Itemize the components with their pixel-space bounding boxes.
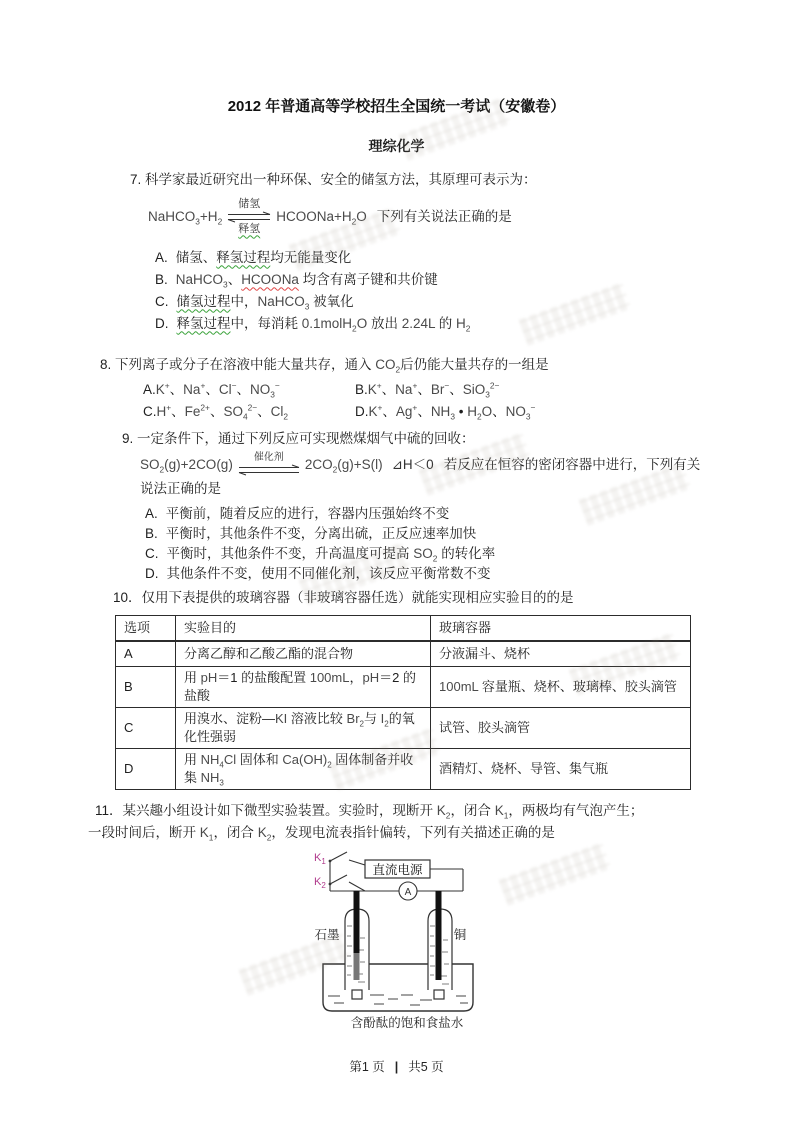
q7-option-c bbox=[155, 291, 793, 313]
copper-label: 铜 bbox=[453, 927, 467, 942]
equilibrium-arrows bbox=[226, 199, 272, 235]
diagram-caption: 含酚酞的饱和食盐水 bbox=[350, 1015, 464, 1030]
q9-option-a bbox=[145, 504, 793, 524]
option-letter: D. bbox=[145, 566, 159, 582]
option-text: 其他条件不变，使用不同催化剂，该反应平衡常数不变 bbox=[166, 566, 491, 582]
option-text: 平衡前，随着反应的进行，容器内压强始终不变 bbox=[165, 506, 450, 522]
option-letter: B. bbox=[145, 526, 158, 542]
option-text: 平衡时，其他条件不变，升高温度可提高 $SO_2$ 的转化率 bbox=[166, 546, 496, 564]
q7-equation bbox=[148, 199, 793, 235]
q11-stem-line2: 一段时间后，断开 $K_1$，闭合 $K_2$，发现电流表指针偏转，下列有关描述正确的是 bbox=[88, 824, 555, 843]
q11-stem-line1: 11．某兴趣小组设计如下微型实验装置。实验时，现断开 $K_2$，闭合 $K_1$，两极均有气泡产生； bbox=[95, 802, 644, 821]
cell-purpose: 分离乙醇和乙酸乙酯的混合物 bbox=[176, 641, 431, 666]
equilibrium-arrow-icon bbox=[226, 211, 272, 223]
option-letter: A. bbox=[143, 382, 156, 398]
liquid-surface-marks bbox=[328, 995, 468, 1005]
q9-stem: 9. 一定条件下，通过下列反应可实现燃煤烟气中硫的回收： bbox=[122, 431, 475, 447]
q7-option-b bbox=[155, 269, 793, 291]
cell-option: B bbox=[116, 666, 176, 707]
q8-stem: 8. 下列离子或分子在溶液中能大量共存，通入 $CO_2$后仍能大量共存的一组是 bbox=[100, 356, 549, 375]
q8-option-b bbox=[355, 379, 499, 401]
release-label: 释氢 bbox=[238, 222, 261, 235]
cell-purpose: 用 $NH_4Cl$ 固体和 $Ca(OH)_2$ 固体制备并收集 $NH_3$ bbox=[176, 748, 431, 789]
option-letter: A. bbox=[155, 249, 168, 265]
q9-eq-reactants: $SO_2(g)+2CO(g)$ bbox=[140, 456, 233, 475]
option-letter: A. bbox=[145, 506, 158, 522]
equilibrium-arrows bbox=[237, 453, 301, 477]
cell-option: A bbox=[116, 641, 176, 666]
cell-vessels: 试管、胶头滴管 bbox=[431, 707, 691, 748]
cell-purpose: 用 pH＝1 的盐酸配置 100mL，pH＝2 的盐酸 bbox=[176, 666, 431, 707]
switch-k2-label: $K_2$ bbox=[314, 875, 326, 890]
option-letter: B. bbox=[355, 382, 368, 398]
equilibrium-arrow-icon bbox=[237, 464, 301, 476]
cell-option: D bbox=[116, 748, 176, 789]
q9-option-d bbox=[145, 564, 793, 584]
q9-equation bbox=[140, 453, 793, 477]
header-vessel: 玻璃容器 bbox=[431, 615, 691, 641]
switch-k1-label: $K_1$ bbox=[314, 851, 326, 866]
header-purpose: 实验目的 bbox=[176, 615, 431, 641]
cell-vessels: 100mL 容量瓶、烧杯、玻璃棒、胶头滴管 bbox=[431, 666, 691, 707]
contact-dot bbox=[329, 882, 332, 885]
q9-stem-continued: 说法正确的是 bbox=[140, 480, 221, 496]
graphite-label: 石墨 bbox=[314, 927, 340, 942]
q7-option-a bbox=[155, 247, 793, 269]
option-letter: D. bbox=[155, 315, 169, 331]
page-subtitle: 理综化学 bbox=[368, 138, 425, 154]
option-text: 平衡时，其他条件不变，分离出硫，正反应速率加快 bbox=[165, 526, 477, 542]
option-text: K+、Na+、Cl−、$NO_3^-$ bbox=[155, 380, 280, 400]
footer-total-pages: 共5 页 bbox=[408, 1060, 444, 1074]
option-text: NaHCO$_3$、HCOONa 均含有离子键和共价键 bbox=[175, 271, 438, 290]
q8-options bbox=[143, 379, 793, 423]
q7-eq-tail: 下列有关说法正确的是 bbox=[376, 208, 512, 224]
graphite-electrode-submerged bbox=[354, 953, 360, 980]
footer-page-number: 第1 页 bbox=[349, 1060, 385, 1074]
circuit-diagram bbox=[270, 848, 570, 1040]
cell-vessels: 分液漏斗、烧杯 bbox=[431, 641, 691, 666]
q7-eq-reactants: $NaHCO_3+H_2$ bbox=[148, 208, 223, 227]
catalyst-label: 催化剂 bbox=[253, 451, 284, 463]
option-letter: B. bbox=[155, 271, 168, 287]
option-text: 释氢过程中，每消耗 0.1molH$_2$O 放出 2.24L 的 $H_2$ bbox=[176, 315, 471, 334]
cell-vessels: 酒精灯、烧杯、导管、集气瓶 bbox=[431, 748, 691, 789]
option-letter: C. bbox=[143, 404, 157, 420]
q9-option-b bbox=[145, 524, 793, 544]
q9-option-c bbox=[145, 544, 793, 564]
option-text: H+、$Fe^{2+}$、$SO_4^{2-}$、$Cl_2$ bbox=[156, 402, 289, 422]
ammeter-label: A bbox=[404, 886, 412, 898]
q9-enthalpy: ⊿H＜0 bbox=[391, 456, 434, 472]
q7-options bbox=[155, 247, 793, 335]
option-letter: C. bbox=[145, 546, 159, 562]
table-row-a bbox=[116, 641, 691, 666]
option-text: K+、Ag+、$NH_3$ • $H_2O$、$NO_3^-$ bbox=[368, 402, 536, 422]
page-title: 2012 年普通高等学校招生全国统一考试（安徽卷） bbox=[227, 98, 566, 115]
q10-stem: 10．仅用下表提供的玻璃容器（非玻璃容器任选）就能实现相应实验目的的是 bbox=[113, 590, 574, 606]
q11-stem bbox=[88, 800, 713, 844]
q7-eq-products: $HCOONa+H_2O$ bbox=[276, 208, 367, 227]
option-text: 储氢、释氢过程均无能量变化 bbox=[175, 249, 352, 265]
q9-options bbox=[145, 504, 793, 584]
option-text: K+、Na+、Br−、SiO$_3^{2-}$ bbox=[367, 380, 500, 400]
q8-option-a bbox=[143, 379, 355, 401]
option-text: 储氢过程中，NaHCO$_3$ 被氧化 bbox=[176, 293, 354, 312]
option-letter: C. bbox=[155, 293, 169, 309]
q10-table bbox=[115, 615, 691, 790]
storage-label: 储氢 bbox=[238, 197, 261, 210]
header-option: 选项 bbox=[116, 615, 176, 641]
q9-eq-tail: 若反应在恒容的密闭容器中进行，下列有关 bbox=[443, 456, 701, 472]
dc-power-label: 直流电源 bbox=[372, 862, 423, 877]
option-letter: D. bbox=[355, 404, 369, 420]
contact-dot bbox=[329, 859, 332, 862]
q8-option-c bbox=[143, 401, 355, 423]
footer-separator: | bbox=[394, 1060, 399, 1074]
q9-eq-products: $2CO_2(g)+S(l)$ bbox=[304, 456, 383, 475]
cell-option: C bbox=[116, 707, 176, 748]
q8-option-d bbox=[355, 401, 535, 423]
cell-purpose: 用溴水、淀粉—KI 溶液比较 $Br_2$与 $I_2$的氧化性强弱 bbox=[176, 707, 431, 748]
q7-stem: 7. 科学家最近研究出一种环保、安全的储氢方法，其原理可表示为： bbox=[130, 172, 537, 187]
table-row-c bbox=[116, 707, 691, 748]
table-row-d bbox=[116, 748, 691, 789]
table-row-b bbox=[116, 666, 691, 707]
page-footer bbox=[0, 1058, 793, 1076]
copper-electrode bbox=[436, 891, 442, 980]
q7-option-d bbox=[155, 313, 793, 335]
table-header-row bbox=[116, 615, 691, 641]
